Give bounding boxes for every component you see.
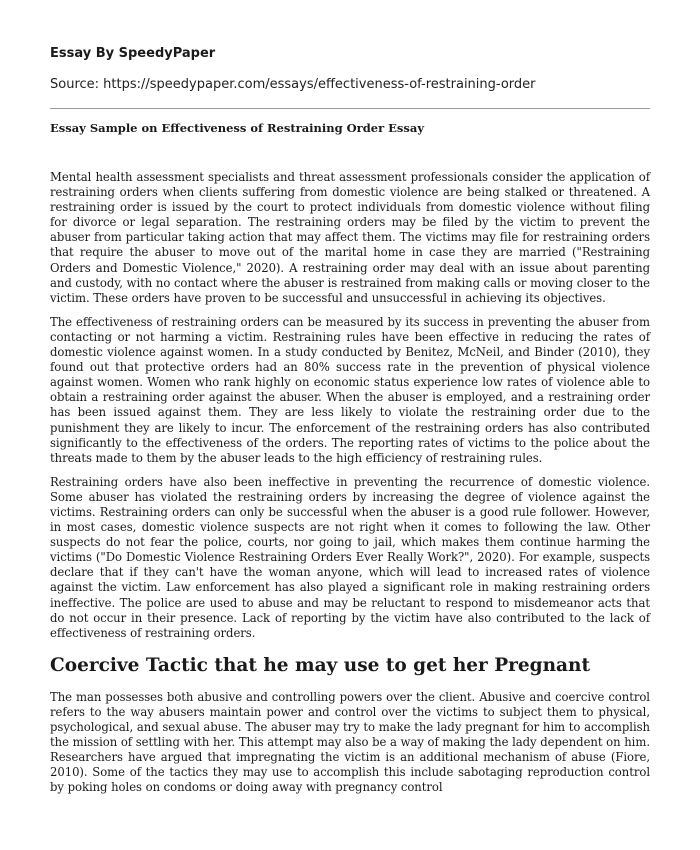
essay-paragraph-1: Mental health assessment specialists and threat assessment professionals consider the application of restraining orders when clients suffering from domestic violence are being stalked or threatened. A restraining order is issued by the court to protect individuals from domestic violence without filing for divorce or legal separation. The restraining orders may be filed by the victim to prevent the abuser from particular taking action that may affect them. The victims may file for restraining orders that require the abuser to move out of the marital home in case they are married ("Restraining Orders and Domestic Violence," 2020). A restraining order may deal with an issue about parenting and custody, with no contact where the abuser is restrained from making calls or moving closer to the victim. These orders have proven to be successful and unsuccessful in achieving its objectives.: [50, 170, 650, 305]
header-divider: [50, 108, 650, 109]
section-paragraph: The man possesses both abusive and controlling powers over the client. Abusive and coercive control refers to the way abusers maintain power and control over the victims to subject them to physical, psychological, and sexual abuse. The abuser may try to make the lady pregnant for him to accomplish the mission of settling with her. This attempt may also be a way of making the lady dependent on him. Researchers have argued that impregnating the victim is an additional mechanism of abuse (Fiore, 2010). Some of the tactics they may use to accomplish this include sabotaging reproduction control by poking holes on condoms or doing away with pregnancy control: [50, 689, 650, 795]
essay-paragraph-2: The effectiveness of restraining orders can be measured by its success in preventing the abuser from contacting or not harming a victim. Restraining rules have been effective in reducing the rates of domestic violence against women. In a study conducted by Benitez, McNeil, and Binder (2010), they found out that protective orders had an 80% success rate in the prevention of physical violence against women. Women who rank highly on economic status experience low rates of violence able to obtain a restraining order against the abuser. When the abuser is employed, and a restraining order has been issued against them. They are less likely to violate the restraining order due to the punishment they are likely to incur. The enforcement of the restraining orders has also contributed significantly to the effectiveness of the orders. The reporting rates of victims to the police about the threats made to them by the abuser leads to the high efficiency of restraining rules.: [50, 314, 650, 465]
essay-paragraph-3: Restraining orders have also been ineffective in preventing the recurrence of domestic violence. Some abuser has violated the restraining orders by increasing the degree of violence against the victims. Restraining orders can only be successful when the abuser is a good rule follower. However, in most cases, domestic violence suspects are not right when it comes to following the law. Other suspects do not fear the police, courts, nor going to jail, which makes them continue harming the victims ("Do Domestic Violence Restraining Orders Ever Really Work?", 2020). For example, suspects declare that if they can't have the woman anyone, which will lead to increased rates of violence against the victim. Law enforcement has also played a significant role in making restraining orders ineffective. The police are used to abuse and may be reluctant to respond to misdemeanor acts that do not occur in their presence. Lack of reporting by the victim have also contributed to the lack of effectiveness of restraining orders.: [50, 474, 650, 640]
source-line: Source: https://speedypaper.com/essays/effectiveness-of-restraining-order: [50, 77, 536, 92]
section-heading: Coercive Tactic that he may use to get her Pregnant: [50, 654, 591, 676]
essay-title: Essay Sample on Effectiveness of Restraining Order Essay: [50, 121, 425, 135]
document-header-title: Essay By SpeedyPaper: [50, 46, 216, 61]
essay-body: [50, 170, 650, 804]
